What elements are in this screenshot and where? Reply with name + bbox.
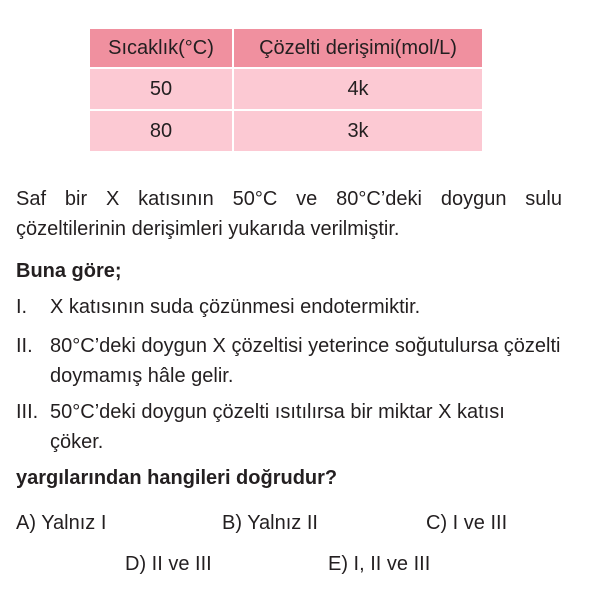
answer-option-d[interactable]: D) II ve III bbox=[125, 553, 212, 575]
table-header-row bbox=[90, 29, 482, 67]
statement-number: III. bbox=[16, 401, 39, 423]
header-temperature: Sıcaklık(°C) bbox=[90, 29, 232, 67]
question-lead: Buna göre; bbox=[16, 260, 122, 282]
statement-text: 80°C’deki doygun X çözeltisi yeterince soğutulursa çözelti doymamış hâle gelir. bbox=[50, 335, 561, 387]
statement-text: 50°C’deki doygun çözelti ısıtılırsa bir miktar X katısı çöker. bbox=[50, 401, 505, 453]
question-stem: Saf bir X katısının 50°C ve 80°C’deki doygun sulu çözeltilerinin derişimleri yukarıda verilmiştir. bbox=[16, 188, 562, 240]
cell-temperature: 80 bbox=[90, 111, 232, 151]
cell-concentration: 3k bbox=[234, 111, 482, 151]
cell-temperature: 50 bbox=[90, 69, 232, 109]
statement-number: I. bbox=[16, 296, 28, 318]
answer-option-c[interactable]: C) I ve III bbox=[426, 512, 508, 534]
statement-item bbox=[16, 292, 562, 322]
solubility-table bbox=[88, 27, 484, 153]
question-prompt: yargılarından hangileri doğrudur? bbox=[16, 467, 338, 489]
statement-text: X katısının suda çözünmesi endotermiktir. bbox=[50, 296, 421, 318]
statement-number: II. bbox=[16, 335, 33, 357]
statement-item bbox=[16, 397, 562, 457]
cell-concentration: 4k bbox=[234, 69, 482, 109]
table-row bbox=[90, 69, 482, 109]
header-concentration: Çözelti derişimi(mol/L) bbox=[234, 29, 482, 67]
answer-option-b[interactable]: B) Yalnız II bbox=[222, 512, 318, 534]
statement-item bbox=[16, 331, 562, 391]
answer-option-a[interactable]: A) Yalnız I bbox=[16, 512, 107, 534]
table-row bbox=[90, 111, 482, 151]
answer-option-e[interactable]: E) I, II ve III bbox=[328, 553, 431, 575]
